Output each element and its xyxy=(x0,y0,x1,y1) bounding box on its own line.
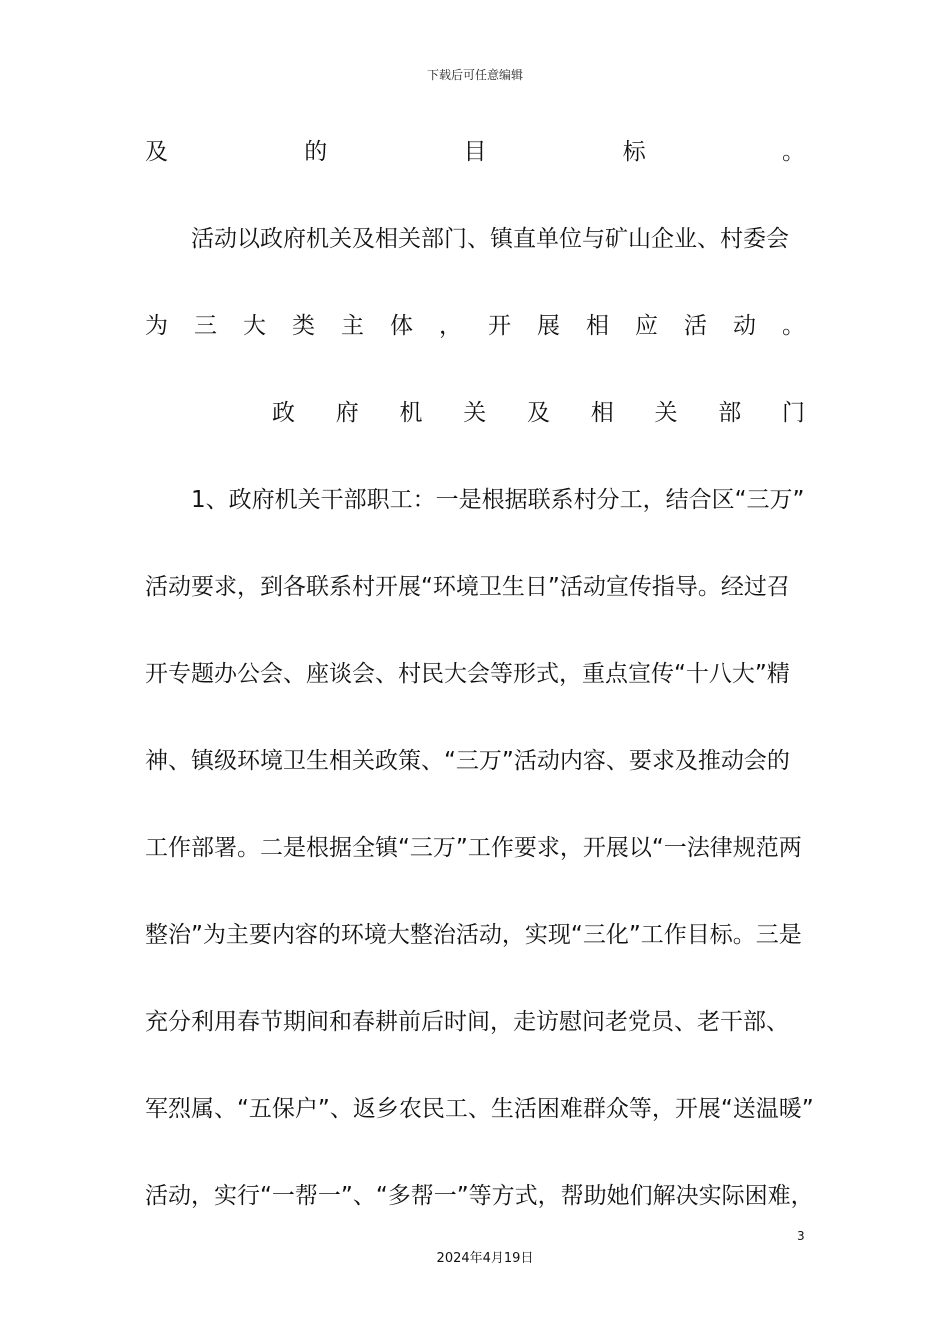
text-line-3 xyxy=(145,311,805,341)
text-line-7: 开专题办公会、座谈会、村民大会等形式，重点宣传“十八大”精 xyxy=(145,661,790,687)
spaced-char: 门 xyxy=(782,400,805,426)
spaced-char: 大 xyxy=(243,313,266,339)
spaced-char: 应 xyxy=(635,313,658,339)
spaced-char: 类 xyxy=(292,313,315,339)
spaced-char: 展 xyxy=(537,313,560,339)
spaced-char: 开 xyxy=(488,313,511,339)
text-line-5: 1、政府机关干部职工：一是根据联系村分工，结合区“三万” xyxy=(191,487,805,513)
spaced-char: ， xyxy=(439,313,462,339)
spaced-char: 动 xyxy=(733,313,756,339)
spaced-char: 关 xyxy=(463,400,487,426)
spaced-char: 目 xyxy=(463,139,487,165)
text-line-10: 整治”为主要内容的环境大整治活动，实现“三化”工作目标。三是 xyxy=(145,922,802,948)
spaced-char: 关 xyxy=(654,400,678,426)
spaced-char: 及 xyxy=(527,400,550,426)
spaced-char: 活 xyxy=(684,313,707,339)
footer-date: 2024年4月19日 xyxy=(436,1251,534,1266)
spaced-char: 部 xyxy=(718,400,742,426)
spaced-char: 为 xyxy=(145,313,168,339)
spaced-char: 府 xyxy=(335,400,359,426)
spaced-char: 三 xyxy=(194,313,217,339)
text-line-12: 军烈属、“五保户”、返乡农民工、生活困难群众等，开展“送温暖” xyxy=(145,1096,814,1122)
spaced-char: 。 xyxy=(782,313,805,339)
text-line-6: 活动要求，到各联系村开展“环境卫生日”活动宣传指导。经过召 xyxy=(145,574,790,600)
text-line-13: 活动，实行“一帮一”、“多帮一”等方式，帮助她们解决实际困难， xyxy=(145,1183,814,1209)
page-header: 下载后可任意编辑 xyxy=(426,68,523,82)
page-number: 3 xyxy=(797,1229,805,1243)
spaced-char: 相 xyxy=(586,313,609,339)
spaced-char: 的 xyxy=(304,139,328,165)
text-line-8: 神、镇级环境卫生相关政策、“三万”活动内容、要求及推动会的 xyxy=(145,748,790,774)
section-heading xyxy=(272,398,805,428)
text-line-11: 充分利用春节期间和春耕前后时间，走访慰问老党员、老干部、 xyxy=(145,1009,789,1035)
text-line-2: 活动以政府机关及相关部门、镇直单位与矿山企业、村委会 xyxy=(191,226,789,252)
spaced-char: 相 xyxy=(590,400,614,426)
spaced-char: 体 xyxy=(390,313,413,339)
spaced-char: 标 xyxy=(622,139,646,165)
spaced-char: 机 xyxy=(399,400,423,426)
spaced-char: 。 xyxy=(782,139,805,165)
spaced-char: 主 xyxy=(341,313,364,339)
spaced-char: 及 xyxy=(145,139,168,165)
text-line-9: 工作部署。二是根据全镇“三万”工作要求，开展以“一法律规范两 xyxy=(145,835,802,861)
spaced-char: 政 xyxy=(272,400,295,426)
text-line-1 xyxy=(145,137,805,167)
